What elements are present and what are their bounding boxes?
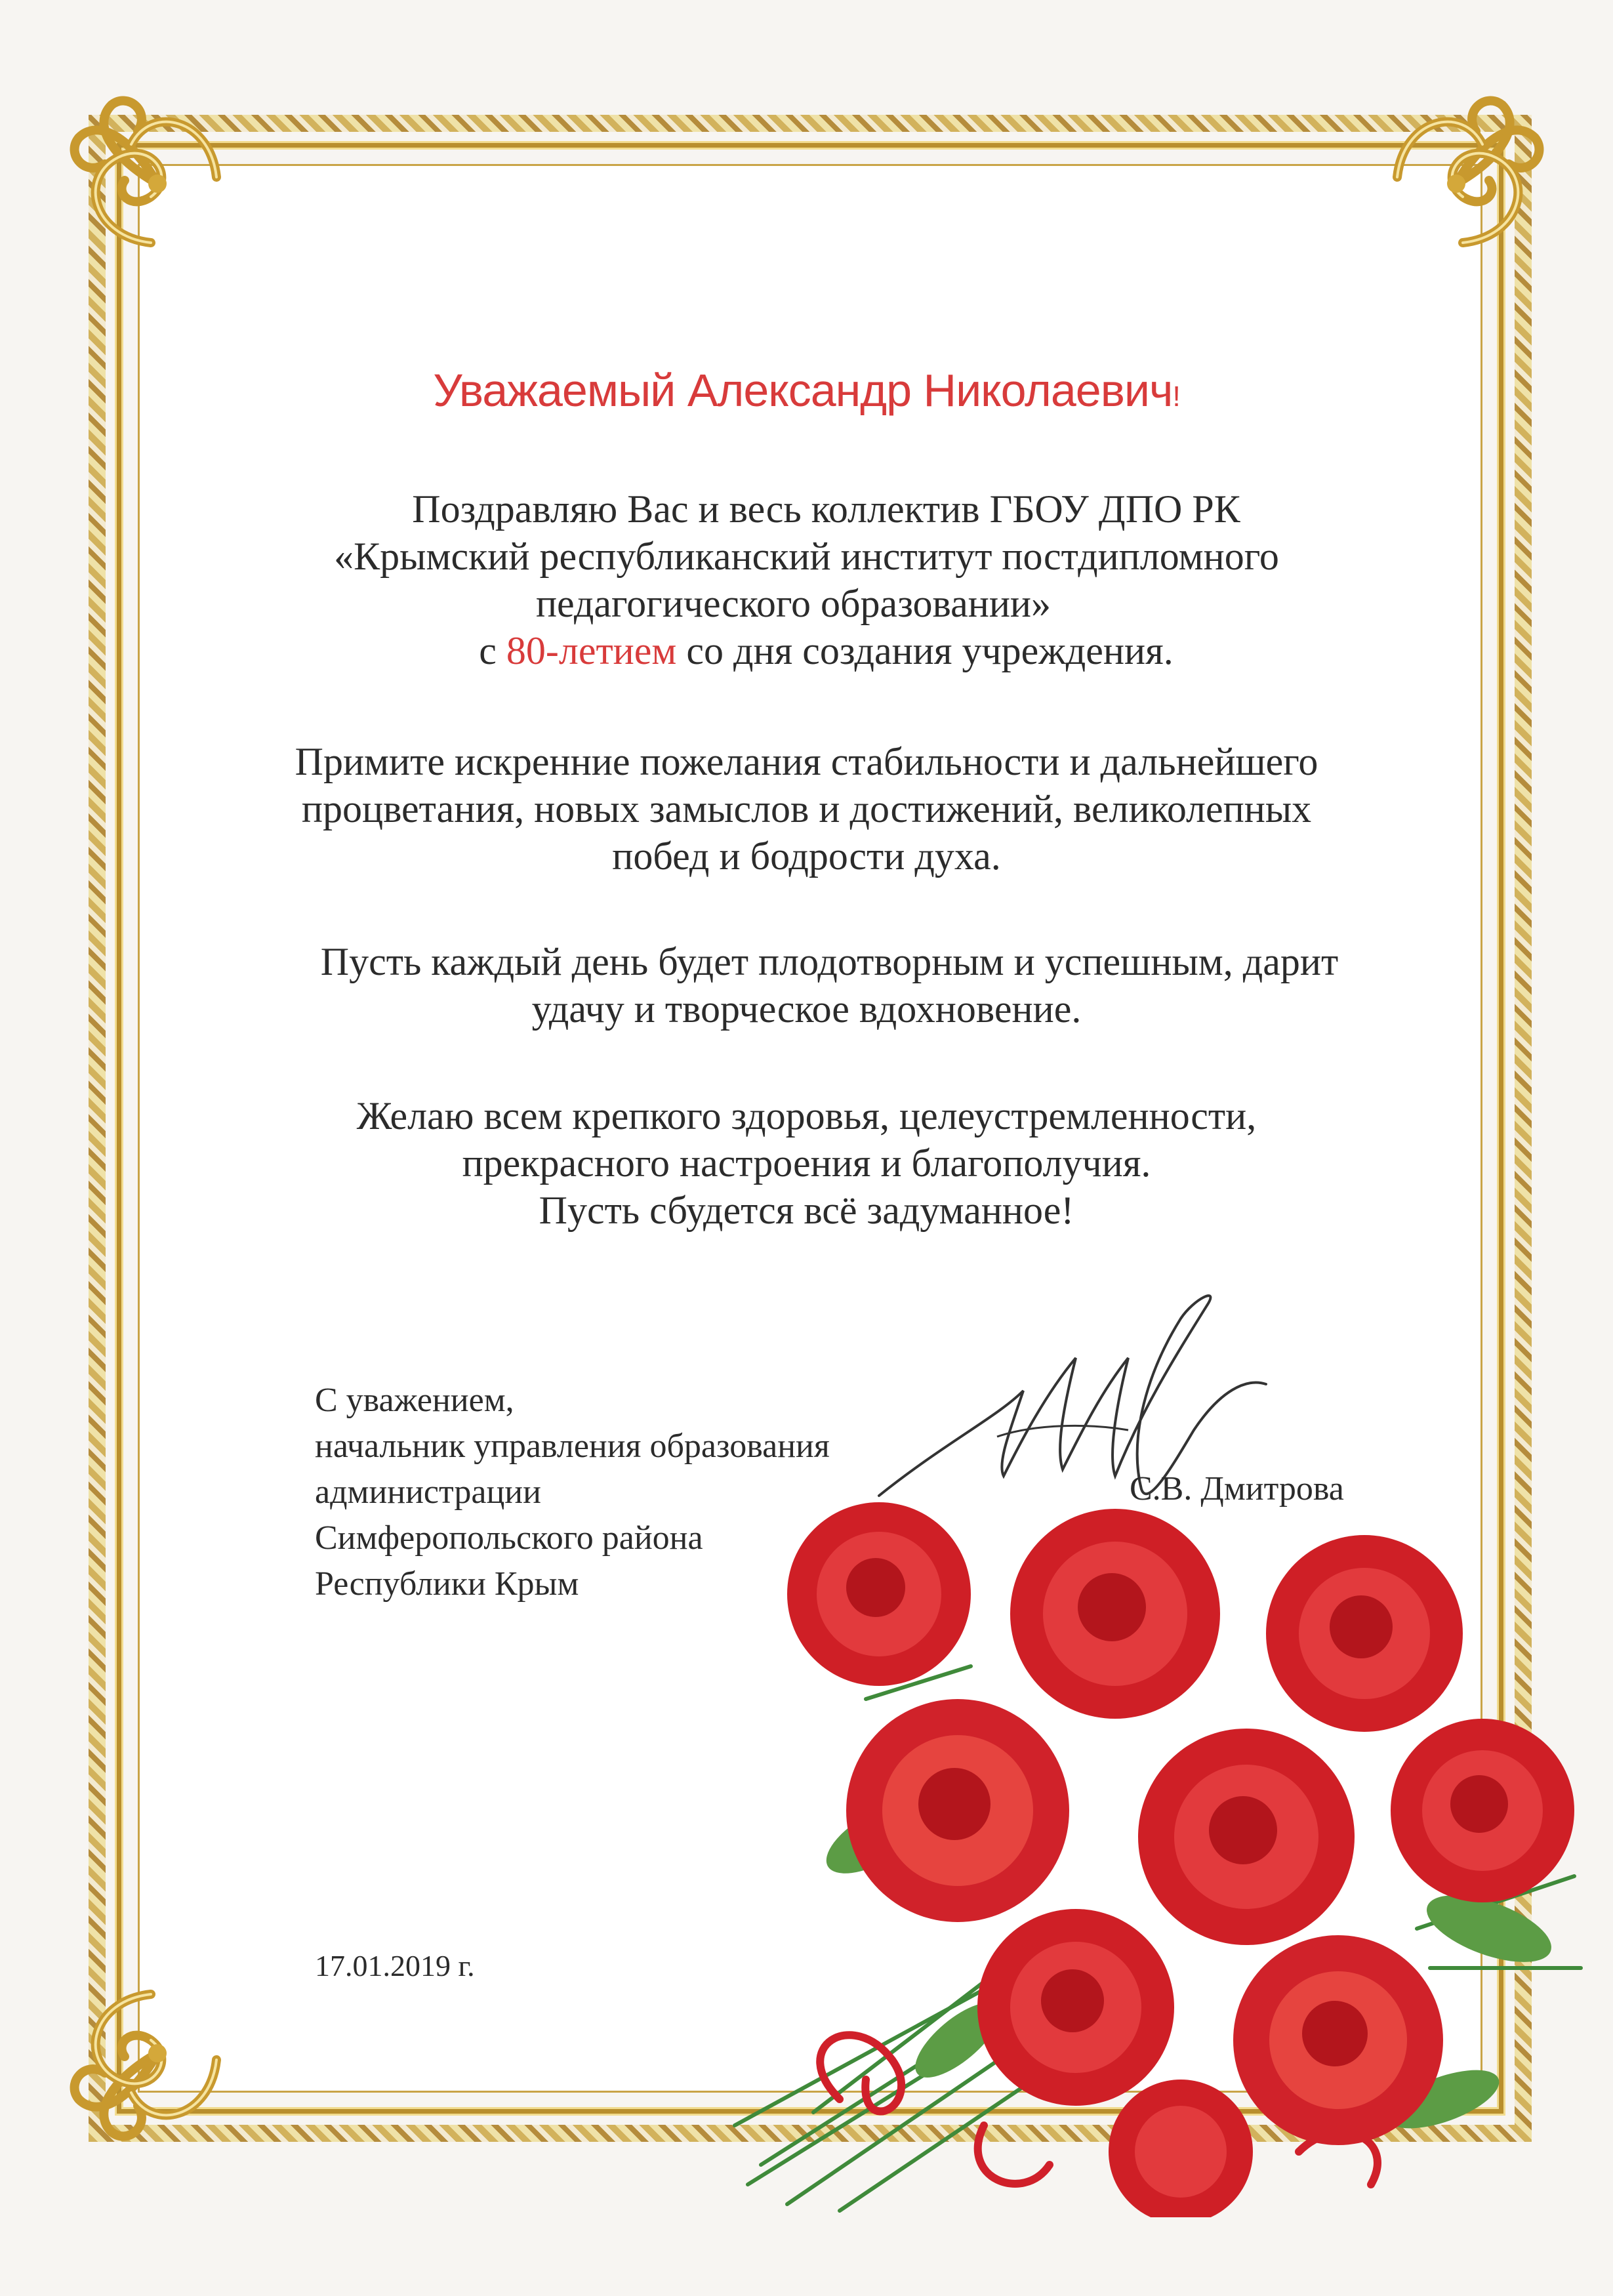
corner-ornament-icon (1338, 79, 1561, 302)
signer-name: С.В. Дмитрова (1130, 1470, 1344, 1507)
paragraph-line: Поздравляю Вас и весь коллектив ГБОУ ДПО РК (412, 487, 1240, 531)
greeting-name: Уважаемый Александр Николаевич (433, 365, 1173, 416)
paragraph-line: Пусть каждый день будет плодотворным и успешным, дарит (320, 940, 1339, 983)
daily-wish-paragraph (0, 938, 1613, 1033)
paragraph-line: побед и бодрости духа. (612, 834, 1001, 878)
signature-block (315, 1378, 830, 1607)
anniversary-suffix: со дня создания учреждения. (676, 629, 1174, 672)
paragraph-line: Пусть сбудется всё задуманное! (539, 1189, 1074, 1232)
corner-ornament-icon (52, 79, 276, 302)
position-line: начальник управления образования (315, 1427, 830, 1465)
health-wish-paragraph (0, 1092, 1613, 1234)
paragraph-line: Примите искренние пожелания стабильности и дальнейшего (295, 740, 1318, 783)
anniversary-highlight: 80-летием (506, 629, 677, 672)
greeting-exclamation: ! (1172, 380, 1180, 413)
position-line: администрации (315, 1473, 541, 1511)
greeting-title (0, 364, 1613, 417)
congratulation-paragraph (0, 485, 1613, 674)
closing-line: С уважением, (315, 1382, 514, 1419)
document-date: 17.01.2019 г. (315, 1949, 475, 1982)
wishes-paragraph (0, 738, 1613, 880)
paragraph-line: процветания, новых замыслов и достижений, великолепных (301, 787, 1312, 830)
position-line: Республики Крым (315, 1565, 579, 1603)
rose-bouquet-icon (708, 1469, 1587, 2217)
corner-ornament-icon (52, 1935, 276, 2158)
paragraph-line: прекрасного настроения и благополучия. (462, 1141, 1151, 1185)
paragraph-line: удачу и творческое вдохновение. (531, 987, 1082, 1031)
paragraph-line (0, 627, 1613, 674)
position-line: Симферопольского района (315, 1519, 703, 1557)
paragraph-line: педагогического образовании» (535, 582, 1052, 625)
paragraph-line: «Крымский республиканский институт постдипломного (334, 535, 1279, 578)
anniversary-prefix: с (479, 629, 506, 672)
paragraph-line: Желаю всем крепкого здоровья, целеустремленности, (356, 1094, 1257, 1138)
